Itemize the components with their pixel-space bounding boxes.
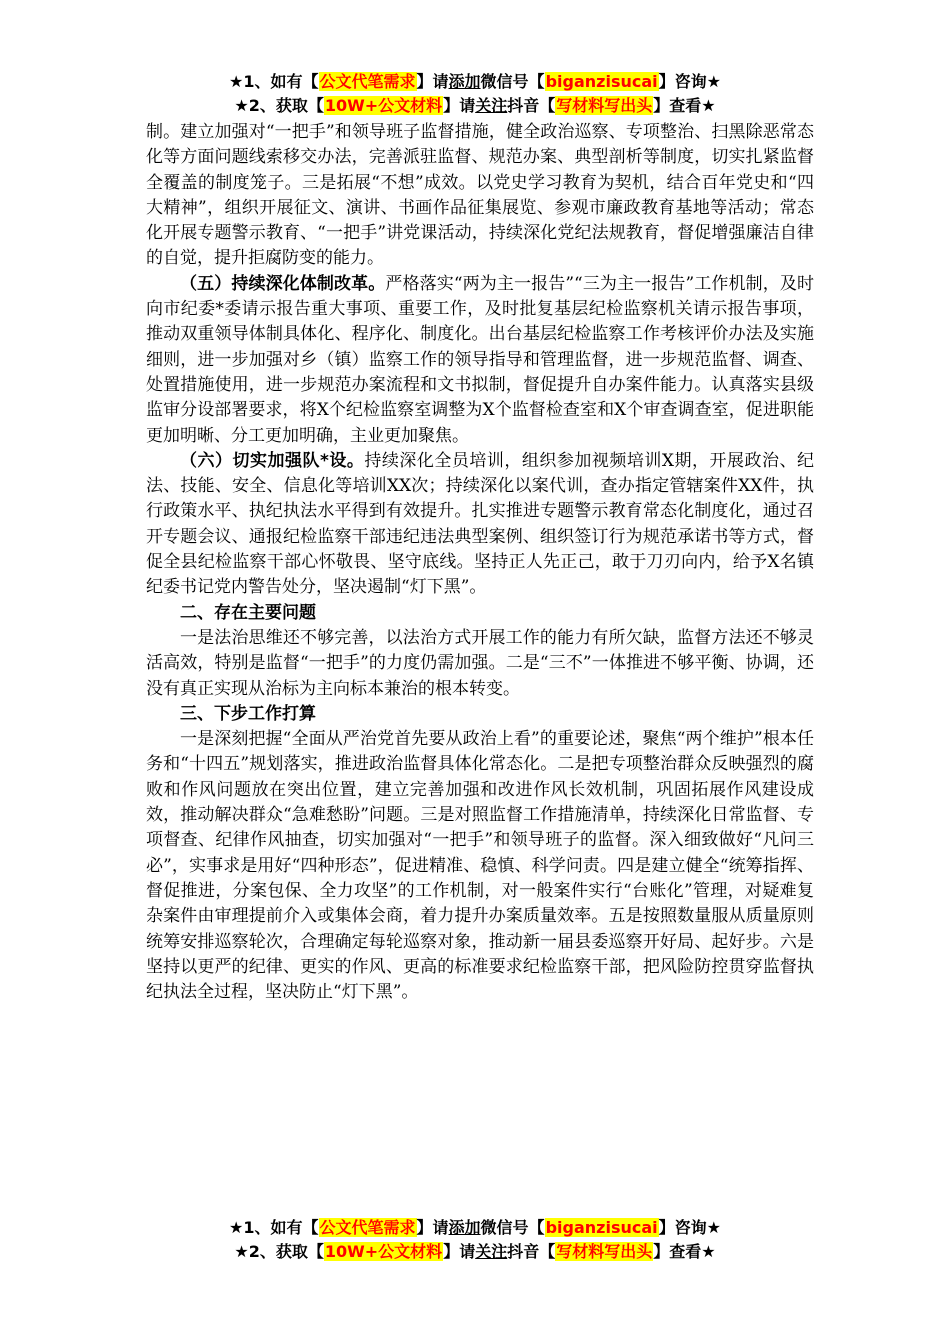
top-banner [0, 70, 950, 118]
banner-line-1 [0, 1216, 950, 1240]
paragraph-reform [146, 272, 814, 449]
banner-text: 】请 [443, 96, 476, 115]
banner-text: 】咨询★ [658, 1218, 721, 1237]
banner-line-2 [0, 94, 950, 118]
document-body [146, 120, 814, 1005]
banner-text: 抖音【 [507, 96, 556, 115]
banner-text: 】请 [443, 1242, 476, 1261]
paragraph-plans: 一是深刻把握“全面从严治党首先要从政治上看”的重要论述，聚焦“两个维护”根本任务和“十四五”规划落实，推进政治监督具体化常态化。二是把专项整治群众反映强烈的腐败和作风问题放在突出位置，建立完善加强和改进作风长效机制，巩固拓展作风建设成效，推动解决群众“急难愁盼”问题。三是对照监督工作措施清单，持续深化日常监督、专项督查、纪律作风抽查，切实加强对“一把手”和领导班子的监督。深入细致做好“凡问三必”，实事求是用好“四种形态”，促进精准、稳慎、科学问责。四是建立健全“统筹指挥、督促推进，分案包保、全力攻坚”的工作机制，对一般案件实行“台账化”管理，对疑难复杂案件由审理提前介入或集体会商，着力提升办案质量效率。五是按照数量服从质量原则统筹安排巡察轮次，合理确定每轮巡察对象，推动新一届县委巡察开好局、起好步。六是坚持以更严的纪律、更实的作风、更高的标准要求纪检监察干部，把风险防控贯穿监督执纪执法全过程，坚决防止“灯下黑”。 [146, 729, 814, 1003]
paragraph-continuation: 制。建立加强对“一把手”和领导班子监督措施，健全政治巡察、专项整治、扫黑除恶常态化等方面问题线索移交办法，完善派驻监督、规范办案、典型剖析等制度，切实扎紧监督全覆盖的制度笼子。三是拓展“不想”成效。以党史学习教育为契机，结合百年党史和“四大精神”，组织开展征文、演讲、书画作品征集展览、参观市廉政教育基地等活动；常态化开展专题警示教育、“一把手”讲党课活动，持续深化党纪法规教育，督促增强廉洁自律的自觉，提升拒腐防变的能力。 [146, 122, 814, 269]
banner-text: 】请 [416, 72, 449, 91]
banner-douyin-id: 写材料写出头 [556, 1242, 653, 1261]
paragraph-problems: 一是法治思维还不够完善，以法治方式开展工作的能力有所欠缺，监督方法还不够灵活高效，特别是监督“一把手”的力度仍需加强。二是“三不”一体推进不够平衡、协调，还没有真正实现从治标为主向标本兼治的根本转变。 [146, 627, 814, 699]
banner-text: 微信号【 [480, 1218, 545, 1237]
banner-wechat-id: biganzisucai [545, 1218, 658, 1237]
banner-text: 】咨询★ [658, 72, 721, 91]
paragraph-heading: （六）切实加强队*设。 [180, 450, 365, 471]
banner-highlight: 10W+公文材料 [324, 96, 443, 115]
banner-highlight: 10W+公文材料 [324, 1242, 443, 1261]
banner-line-1 [0, 70, 950, 94]
paragraph-text: 持续深化全员培训，组织参加视频培训X期，开展政治、纪法、技能、安全、信息化等培训XX次；持续深化以案代训，查办指定管辖案件XX件，执行政策水平、执纪执法水平得到有效提升。扎实推进专题警示教育常态化制度化，通过召开专题会议、通报纪检监察干部违纪违法典型案例、组织签订行为规范承诺书等方式，督促全县纪检监察干部心怀敬畏、坚守底线。坚持正人先正己，敢于刀刃向内，给予X名镇纪委书记党内警告处分，坚决遏制“灯下黑”。 [146, 450, 814, 598]
section-heading-plans: 三、下步工作打算 [180, 703, 316, 724]
banner-line-2 [0, 1240, 950, 1264]
banner-text: 】请 [416, 1218, 449, 1237]
banner-highlight: 公文代笔需求 [319, 72, 416, 91]
banner-underline: 添加 [448, 72, 481, 91]
banner-douyin-id: 写材料写出头 [556, 96, 653, 115]
paragraph-team [146, 449, 814, 601]
banner-underline: 添加 [448, 1218, 481, 1237]
banner-text: ★1、如有【 [229, 72, 319, 91]
banner-text: 微信号【 [480, 72, 545, 91]
banner-text: ★1、如有【 [229, 1218, 319, 1237]
section-heading-problems: 二、存在主要问题 [180, 602, 316, 623]
banner-text: ★2、获取【 [234, 96, 324, 115]
banner-text: 抖音【 [507, 1242, 556, 1261]
banner-text: 】查看★ [653, 1242, 716, 1261]
banner-underline: 关注 [475, 1242, 508, 1261]
banner-wechat-id: biganzisucai [545, 72, 658, 91]
paragraph-heading: （五）持续深化体制改革。 [180, 273, 386, 294]
banner-text: 】查看★ [653, 96, 716, 115]
banner-highlight: 公文代笔需求 [319, 1218, 416, 1237]
paragraph-text: 严格落实“两为主一报告”“三为主一报告”工作机制，及时向市纪委*委请示报告重大事项、重要工作，及时批复基层纪检监察机关请示报告事项，推动双重领导体制具体化、程序化、制度化。出台基层纪检监察工作考核评价办法及实施细则，进一步加强对乡（镇）监察工作的领导指导和管理监督，进一步规范监督、调查、处置措施使用，进一步规范办案流程和文书拟制，督促提升自办案件能力。认真落实县级监审分设部署要求，将X个纪检监察室调整为X个监督检查室和X个审查调查室，促进职能更加明晰、分工更加明确，主业更加聚焦。 [146, 273, 814, 446]
banner-text: ★2、获取【 [234, 1242, 324, 1261]
bottom-banner [0, 1216, 950, 1264]
banner-underline: 关注 [475, 96, 508, 115]
